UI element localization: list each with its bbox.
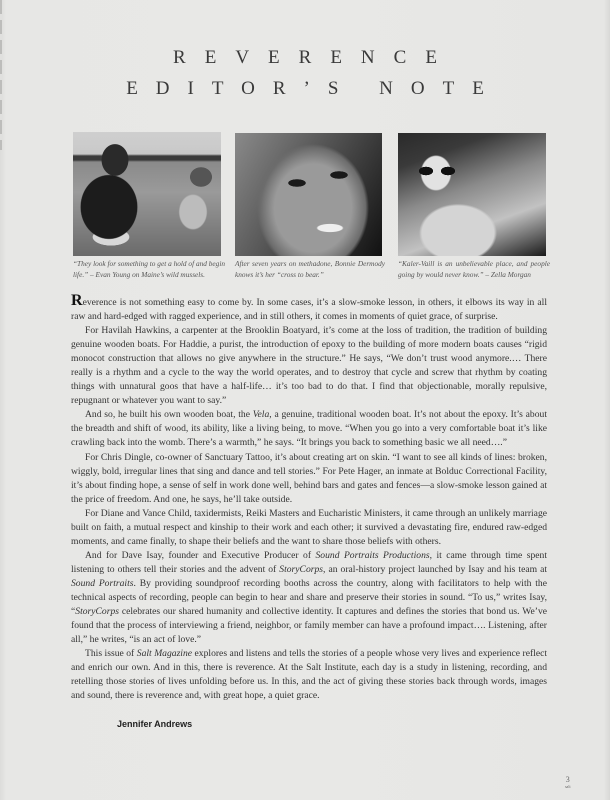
article-paragraph — [71, 549, 547, 647]
text-run: , an oral-history project launched by Isay and his team at — [323, 563, 547, 575]
binding-edge — [0, 0, 2, 150]
photo-caption-1: “They look for something to get a hold of and begin life.” – Evan Young on Maine’s wild mussels. — [73, 259, 225, 279]
photo-caption-3: “Kaler-Vaill is an unbelievable place, and people going by would never know.” – Zella Morgan — [398, 259, 550, 279]
text-run: For Havilah Hawkins, a carpenter at the Brooklin Boatyard, it’s come at the loss of tradition, the tradition of building genuine wooden boats. For Haddie, a purist, the introduction of epoxy to the building of more modern boats causes “rigid monocot construction that allows no give anywhere in the structure.” He says, “We don’t trust wood anymore.… There really is a rhythm and a cycle to the way the world operates, and to destroy that cycle and screw that rhythm by coating things with unnatural goos that have a half-life… it’s too bad to do that. I find that objectionable, morally repulsive, repugnant or whatever you want to say.” — [71, 325, 547, 407]
text-run: And for Dave Isay, founder and Executive Producer of — [85, 549, 316, 561]
italic-title: Vela — [252, 409, 270, 421]
text-run: And so, he built his own wooden boat, the — [85, 409, 253, 421]
text-run: , a genuine, traditional wooden boat. It’s not about the epoxy. It’s about the breadth and shift of wood, its ability, like a living being, to move. “When you go into a very comfortable boat it’s like crawling back into the womb. There’s a warmth,” he says. “It brings you back to something basic we all need….” — [71, 409, 547, 449]
italic-title: Sound Portraits — [71, 577, 134, 589]
page-number — [565, 776, 571, 790]
article-paragraph — [71, 647, 547, 703]
drop-cap: R — [71, 292, 83, 309]
section-title: REVERENCE — [173, 47, 456, 68]
article-body — [71, 292, 548, 703]
text-run: . By providing soundproof recording booths across the country, along with facilitators to help with the technical aspects of recording, people can begin to hear and share and preserve their stories in sound. “To us,” writes Isay, “ — [71, 577, 547, 618]
text-run: everence is not something easy to come by. In some cases, it’s a slow-smoke lesson, in others, it elbows its way in all raw and hard-edged with ragged experience, and in still others, it comes in moments of quiet grace, of surprise. — [71, 297, 547, 323]
text-run: , it came through time spent listening to others tell their stories and the advent of — [71, 549, 547, 575]
article-paragraph — [71, 324, 547, 408]
text-run: For Chris Dingle, co-owner of Sanctuary Tattoo, it’s about creating art on skin. “I want to see all kinds of lines: broken, wiggly, bold, irregular lines that sing and dance and tell stories.” For Pete Hager, an inmate at Bolduc Correctional Facility, it’s about finding hope, a sense of self in work done well, behind bars and gates and fences—a slow-smoke lesson gained at the price of freedom. And one, he says, he’ll take outside. — [71, 451, 547, 505]
text-run: This issue of — [85, 648, 137, 660]
article-paragraph — [71, 292, 547, 324]
page-title: EDITOR’S NOTE — [126, 78, 502, 99]
text-run: explores and listens and tells the stories of a people whose very lives and experience reflect and enrich our own. And in this, there is reverence. At the Salt Institute, each day is a study in listening, recording, and retelling those stories of lives unfolding before us. In this, and the act of giving these stories back through words, images and sound, there is reverence and, with great hope, a quiet grace. — [71, 648, 548, 702]
photo-fishermen — [73, 132, 221, 256]
page-number-sub: salt — [565, 784, 571, 789]
italic-title: Salt Magazine — [136, 648, 193, 660]
photo-woman-in-car — [398, 133, 546, 256]
italic-title: StoryCorps — [279, 563, 324, 575]
photo-portrait-woman — [235, 133, 382, 256]
italic-title: Sound Portraits Productions — [315, 549, 430, 561]
article-paragraph — [71, 408, 547, 450]
author-signature: Jennifer Andrews — [117, 719, 193, 729]
text-run: celebrates our shared humanity and collective identity. It captures and defines the stories that bond us. We’ve found that the process of interviewing a friend, neighbor, or family member can have a profound impact…. Listening, after all,” he writes, “is an act of love.” — [71, 606, 547, 646]
article-paragraph — [71, 507, 547, 549]
article-paragraph — [71, 451, 547, 507]
text-run: For Diane and Vance Child, taxidermists, Reiki Masters and Eucharistic Ministers, it came through an unlikely marriage built on faith, a mutual respect and kinship to their work and each other; it survived a devastating fire, endured raw-edged moments, and came finally, to shape their beliefs and the want to share those beliefs with others. — [71, 507, 547, 547]
photo-caption-2: After seven years on methadone, Bonnie Dermody knows it’s her “cross to bear.” — [235, 259, 385, 279]
page-number-value: 3 — [565, 775, 570, 784]
italic-title: StoryCorps — [75, 606, 119, 618]
